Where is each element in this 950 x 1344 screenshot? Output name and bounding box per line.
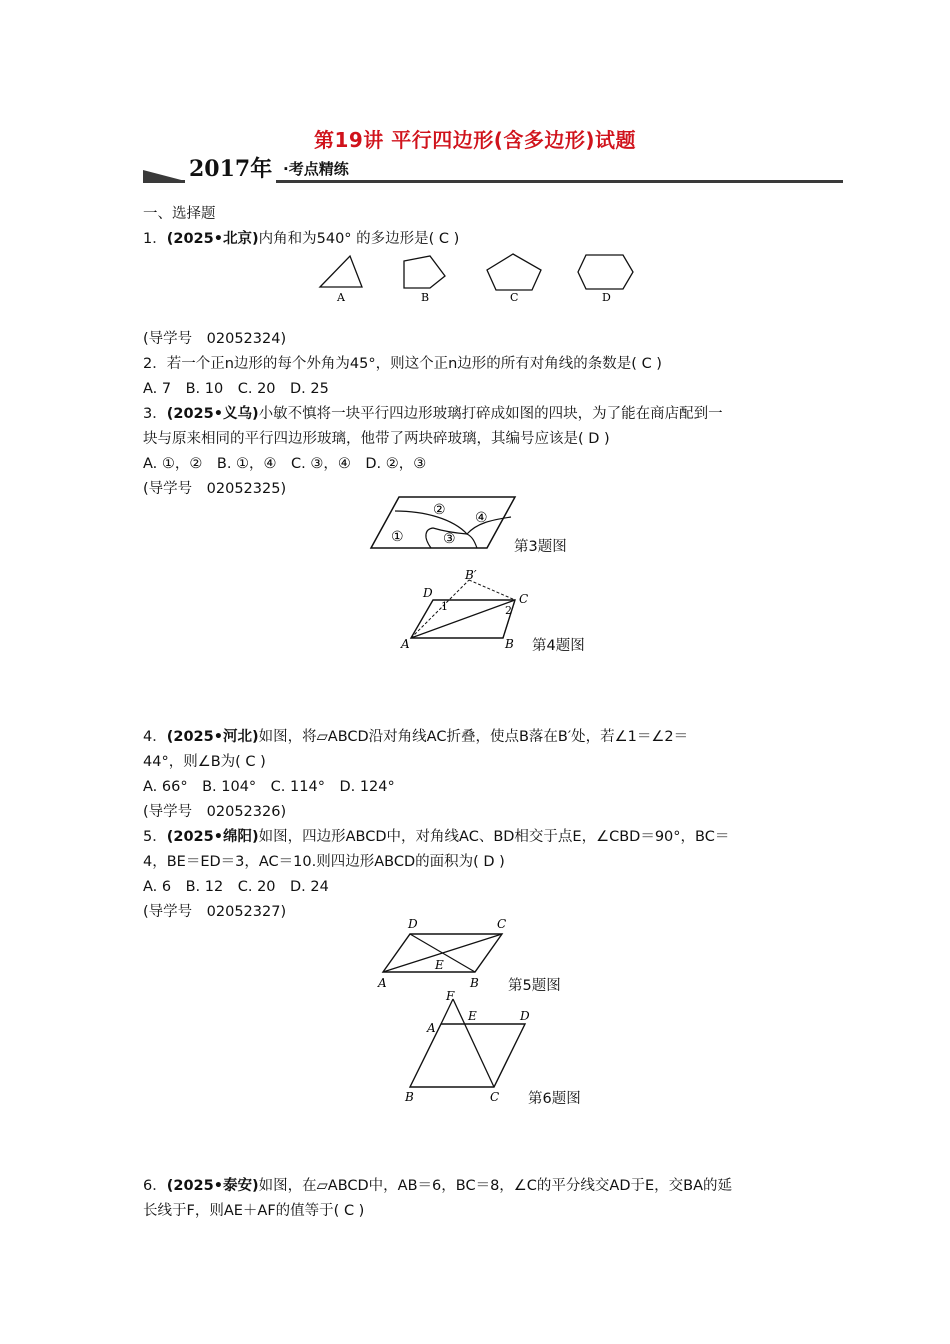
q5-options: A. 6 B. 12 C. 20 D. 24 [143,879,329,895]
section-banner [143,152,843,184]
q5-figure [372,914,522,990]
point-e-label: E [468,1009,477,1023]
triangle-shape [320,256,362,287]
point-d-label: D [520,1009,530,1023]
banner-triangle [143,170,189,182]
point-a-label: A [378,976,387,990]
q3-text-1: 小敏不慎将一块平行四边形玻璃打碎成如图的四块，为了能在商店配到一 [258,406,723,422]
piece-2-label: ② [433,502,446,518]
question-1 [143,227,459,248]
point-d-label: D [408,917,418,931]
q4-number: 4． [143,729,167,745]
figure-6-caption: 第6题图 [528,1091,581,1107]
crack-line-3 [467,534,477,548]
q3-number: 3． [143,406,167,422]
point-b-prime-label: B′ [465,568,477,582]
point-b-label: B [405,1090,414,1104]
fold-segment-b-prime-c [469,580,515,600]
q4-guide-number: (导学号 02052326) [143,804,287,820]
q6-source: (2025•泰安) [166,1178,259,1194]
q5-source: (2025•绵阳) [166,829,259,845]
question-6-line-2: 长线于F，则AE＋AF的值等于( C ) [143,1203,365,1219]
point-d-label: D [423,586,433,600]
q4-figure [395,568,540,654]
point-a-label: A [427,1021,436,1035]
diagonal-ac [411,600,515,638]
section-heading: 一、选择题 [143,206,216,222]
option-label-a: A [337,291,345,304]
q2-options: A. 7 B. 10 C. 20 D. 25 [143,381,329,397]
question-4-line-2: 44°，则∠B为( C ) [143,754,266,770]
point-a-label: A [401,637,410,651]
question-6-line-1 [143,1174,732,1195]
q6-text-1: 如图，在▱ABCD中，AB＝6，BC＝8，∠C的平分线交AD于E，交BA的延 [258,1178,733,1194]
question-5-line-1 [143,825,729,846]
q5-number: 5． [143,829,167,845]
figure-3-caption: 第3题图 [514,539,567,555]
point-c-label: C [490,1090,500,1104]
piece-1-label: ① [391,529,404,545]
point-e-label: E [435,958,444,972]
point-f-label: F [446,990,455,1003]
question-3-line-2: 块与原来相同的平行四边形玻璃，他带了两块碎玻璃，其编号应该是( D ) [143,431,610,447]
piece-3-label: ③ [443,531,456,547]
q1-source: (2025•北京) [166,231,259,247]
q3-source: (2025•义乌) [166,406,259,422]
question-4-line-1 [143,725,688,746]
banner-year: 2017年 [185,152,276,183]
figure-5-caption: 第5题图 [508,978,561,994]
q3-figure [365,493,520,553]
q4-options: A. 66° B. 104° C. 114° D. 124° [143,779,395,795]
q6-figure [400,990,540,1105]
question-3-line-1 [143,402,723,423]
point-c-label: C [519,592,529,606]
option-label-d: D [602,291,611,304]
q6-number: 6． [143,1178,167,1194]
angle-1-label: 1 [441,600,448,613]
point-b-label: B [505,637,514,651]
banner-subtitle: ·考点精练 [283,158,353,179]
question-5-line-2: 4，BE＝ED＝3，AC＝10.则四边形ABCD的面积为( D ) [143,854,505,870]
angle-2-label: 2 [505,604,512,617]
hexagon-shape [578,255,633,289]
question-2: 2．若一个正n边形的每个外角为45°，则这个正n边形的所有对角线的条数是( C ) [143,356,662,372]
figure-4-caption: 第4题图 [532,638,585,654]
pentagon-shape [487,254,541,290]
quadrilateral-shape [404,256,445,288]
q5-text-1: 如图，四边形ABCD中，对角线AC、BD相交于点E，∠CBD＝90°，BC＝ [258,829,730,845]
q3-guide-number: (导学号 02052325) [143,481,287,497]
fold-segment-ab-prime [411,580,469,638]
q1-guide-number: (导学号 02052324) [143,331,287,347]
q5-guide-number: (导学号 02052327) [143,904,287,920]
q1-figure [300,248,660,310]
q1-number: 1． [143,231,167,247]
option-label-b: B [421,291,430,304]
q4-text-1: 如图，将▱ABCD沿对角线AC折叠，使点B落在B′处，若∠1＝∠2＝ [258,729,689,745]
point-c-label: C [497,917,507,931]
q4-source: (2025•河北) [166,729,259,745]
q1-text: 内角和为540° 的多边形是( C ) [258,231,460,247]
point-b-label: B [470,976,479,990]
page-title: 第19讲 平行四边形(含多边形)试题 [313,128,637,152]
q3-options: A. ①，② B. ①，④ C. ③，④ D. ②，③ [143,456,427,472]
piece-4-label: ④ [475,510,488,526]
option-label-c: C [510,291,519,304]
